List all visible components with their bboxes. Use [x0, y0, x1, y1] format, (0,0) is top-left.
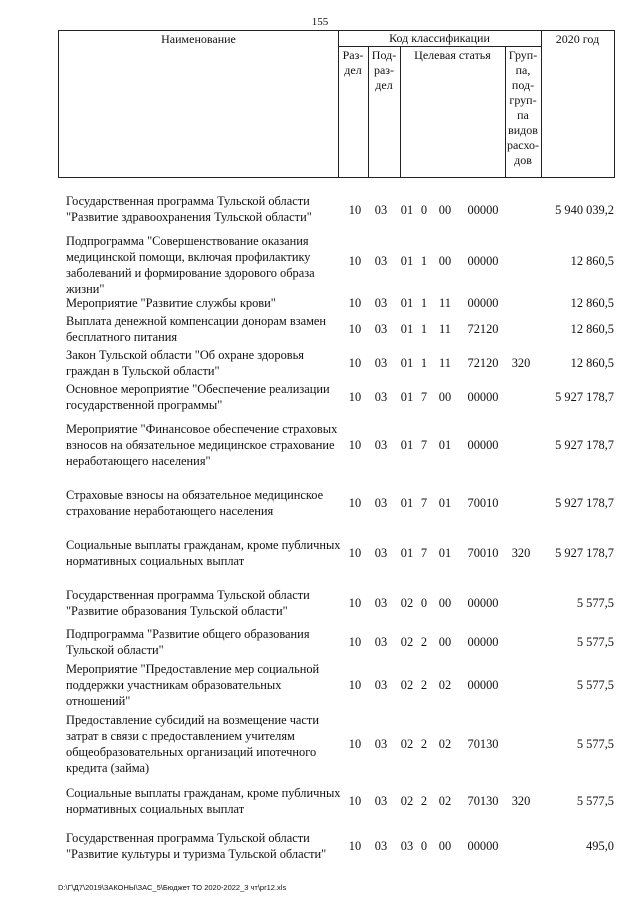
row-code-c3: 02	[438, 737, 452, 751]
row-code-r: 10	[348, 203, 362, 217]
row-code-c2: 0	[420, 596, 428, 610]
table-row	[0, 193, 640, 227]
row-code-c1: 02	[400, 635, 414, 649]
row-code-c2: 2	[420, 794, 428, 808]
row-code-c3: 11	[439, 296, 451, 310]
row-code-c4: 00000	[467, 678, 499, 692]
row-code-c2: 2	[420, 635, 428, 649]
row-code-c2: 1	[420, 254, 428, 268]
table-row	[0, 785, 640, 817]
row-code-pr: 03	[374, 678, 388, 692]
row-name: Мероприятие "Предоставление мер социальной поддержки участникам образовательных отношений"	[66, 662, 320, 708]
table-row	[0, 295, 640, 311]
table-row	[0, 587, 640, 619]
row-code-c2: 0	[420, 839, 428, 853]
row-code-c2: 0	[420, 203, 428, 217]
row-code-pr: 03	[374, 546, 388, 560]
row-amount: 5 577,5	[576, 596, 614, 610]
row-amount: 5 577,5	[576, 635, 614, 649]
table-row	[0, 661, 640, 709]
row-code-r: 10	[348, 390, 362, 404]
file-path-footer: D:\Г\Д7\2019\ЗАКОНЫ\ЗАС_5\Бюджет ТО 2020-2022_3 чт\рr12.xls	[58, 883, 287, 892]
row-code-c2: 1	[420, 322, 428, 336]
row-code-c1: 03	[400, 839, 414, 853]
row-code-r: 10	[348, 496, 362, 510]
table-row	[0, 626, 640, 658]
row-code-r: 10	[348, 737, 362, 751]
row-code-c1: 01	[400, 296, 414, 310]
row-code-pr: 03	[374, 635, 388, 649]
row-code-c3: 00	[438, 596, 452, 610]
row-code-pr: 03	[374, 839, 388, 853]
row-code-c1: 01	[400, 390, 414, 404]
row-code-r: 10	[348, 296, 362, 310]
row-amount: 5 927 178,7	[555, 496, 614, 510]
row-name: Выплата денежной компенсации донорам взамен бесплатного питания	[66, 314, 327, 344]
row-code-c4: 72120	[467, 322, 499, 336]
row-code-c3: 01	[438, 496, 452, 510]
header-year: 2020 год	[555, 32, 600, 46]
row-code-r: 10	[348, 635, 362, 649]
row-amount: 5 940 039,2	[555, 203, 614, 217]
row-code-r: 10	[348, 678, 362, 692]
row-code-c4: 70130	[467, 794, 499, 808]
table-row	[0, 233, 640, 296]
header-name: Наименование	[161, 32, 236, 46]
row-code-r: 10	[348, 254, 362, 268]
row-code-c4: 72120	[467, 356, 499, 370]
row-code-c1: 01	[400, 356, 414, 370]
row-code-r: 10	[348, 794, 362, 808]
row-amount: 5 927 178,7	[555, 390, 614, 404]
row-name: Закон Тульской области "Об охране здоровья граждан в Тульской области"	[66, 348, 304, 378]
row-code-c2: 7	[420, 546, 428, 560]
row-code-c4: 00000	[467, 254, 499, 268]
table-row	[0, 313, 640, 345]
row-code-pr: 03	[374, 356, 388, 370]
row-code-r: 10	[348, 839, 362, 853]
row-name: Основное мероприятие "Обеспечение реализации государственной программы"	[66, 382, 330, 412]
row-code-pr: 03	[374, 794, 388, 808]
row-amount: 5 577,5	[576, 678, 614, 692]
row-code-c2: 2	[420, 737, 428, 751]
row-code-c2: 7	[420, 496, 428, 510]
row-code-c3: 11	[439, 322, 451, 336]
row-amount: 12 860,5	[570, 322, 614, 336]
row-code-c4: 70130	[467, 737, 499, 751]
row-code-c3: 02	[438, 794, 452, 808]
row-amount: 12 860,5	[570, 254, 614, 268]
row-amount: 12 860,5	[570, 296, 614, 310]
row-code-r: 10	[348, 438, 362, 452]
row-code-pr: 03	[374, 203, 388, 217]
row-code-c3: 00	[438, 839, 452, 853]
row-name: Социальные выплаты гражданам, кроме публичных нормативных социальных выплат	[66, 538, 341, 568]
row-code-c3: 02	[438, 678, 452, 692]
row-code-pr: 03	[374, 254, 388, 268]
row-code-c2: 1	[420, 356, 428, 370]
row-code-c1: 01	[400, 254, 414, 268]
table-row	[0, 347, 640, 379]
row-code-pr: 03	[374, 596, 388, 610]
row-code-c4: 00000	[467, 203, 499, 217]
row-code-c3: 00	[438, 203, 452, 217]
row-code-c4: 00000	[467, 438, 499, 452]
row-code-g: 320	[511, 356, 531, 370]
row-code-c3: 00	[438, 635, 452, 649]
row-code-pr: 03	[374, 322, 388, 336]
table-row	[0, 712, 640, 776]
row-code-c4: 00000	[467, 390, 499, 404]
header-razdel: Раз- дел	[342, 48, 364, 77]
row-code-c2: 2	[420, 678, 428, 692]
table-row	[0, 487, 640, 519]
row-code-c1: 02	[400, 596, 414, 610]
row-code-c3: 01	[438, 438, 452, 452]
row-name: Социальные выплаты гражданам, кроме публичных нормативных социальных выплат	[66, 786, 341, 816]
header-group: Груп- па, под- груп- па видов расхо- дов	[506, 48, 540, 167]
header-podrazdel: Под- раз- дел	[371, 48, 397, 92]
row-name: Предоставление субсидий на возмещение части затрат в связи с предоставлением учителям общеобразовательных организаций ипотечного кредита (займа)	[66, 713, 319, 775]
row-code-pr: 03	[374, 296, 388, 310]
row-code-c1: 01	[400, 546, 414, 560]
row-code-pr: 03	[374, 496, 388, 510]
row-name: Мероприятие "Финансовое обеспечение страховых взносов на обязательное медицинское страхование неработающего населения"	[66, 422, 338, 468]
row-code-c4: 00000	[467, 596, 499, 610]
table-header	[58, 30, 615, 178]
row-code-c3: 00	[438, 254, 452, 268]
row-name: Государственная программа Тульской области "Развитие культуры и туризма Тульской области"	[66, 831, 327, 861]
row-code-c1: 01	[400, 438, 414, 452]
table-row	[0, 421, 640, 469]
row-amount: 5 927 178,7	[555, 438, 614, 452]
row-code-c1: 02	[400, 794, 414, 808]
page-number: 155	[311, 16, 329, 28]
header-code: Код классификации	[389, 31, 490, 45]
row-name: Подпрограмма "Развитие общего образования Тульской области"	[66, 627, 310, 657]
row-name: Страховые взносы на обязательное медицинское страхование неработающего населения	[66, 488, 324, 518]
row-code-c1: 01	[400, 496, 414, 510]
table-row	[0, 830, 640, 862]
row-code-c3: 01	[438, 546, 452, 560]
row-name: Государственная программа Тульской области "Развитие здравоохранения Тульской области"	[66, 194, 312, 224]
row-code-pr: 03	[374, 737, 388, 751]
row-code-c4: 70010	[467, 546, 499, 560]
row-code-c4: 00000	[467, 635, 499, 649]
table-row	[0, 537, 640, 569]
row-amount: 495,0	[586, 839, 614, 853]
row-code-c3: 11	[439, 356, 451, 370]
row-name: Подпрограмма "Совершенствование оказания медицинской помощи, включая профилактику заболеваний и формирование здорового образа жизни"	[66, 234, 315, 296]
row-amount: 12 860,5	[570, 356, 614, 370]
table-row	[0, 381, 640, 413]
row-code-g: 320	[511, 794, 531, 808]
row-code-c1: 01	[400, 322, 414, 336]
row-code-c2: 7	[420, 390, 428, 404]
header-target: Целевая статья	[414, 48, 491, 62]
row-code-g: 320	[511, 546, 531, 560]
row-code-c4: 70010	[467, 496, 499, 510]
row-code-c1: 01	[400, 203, 414, 217]
row-amount: 5 577,5	[576, 737, 614, 751]
row-code-pr: 03	[374, 438, 388, 452]
row-code-c4: 00000	[467, 839, 499, 853]
row-code-r: 10	[348, 596, 362, 610]
row-code-r: 10	[348, 322, 362, 336]
row-name: Мероприятие "Развитие службы крови"	[66, 296, 276, 310]
row-code-r: 10	[348, 356, 362, 370]
row-amount: 5 577,5	[576, 794, 614, 808]
row-name: Государственная программа Тульской области "Развитие образования Тульской области"	[66, 588, 310, 618]
row-amount: 5 927 178,7	[555, 546, 614, 560]
row-code-pr: 03	[374, 390, 388, 404]
row-code-c2: 7	[420, 438, 428, 452]
row-code-c1: 02	[400, 678, 414, 692]
row-code-c1: 02	[400, 737, 414, 751]
row-code-c4: 00000	[467, 296, 499, 310]
row-code-r: 10	[348, 546, 362, 560]
row-code-c2: 1	[420, 296, 428, 310]
row-code-c3: 00	[438, 390, 452, 404]
